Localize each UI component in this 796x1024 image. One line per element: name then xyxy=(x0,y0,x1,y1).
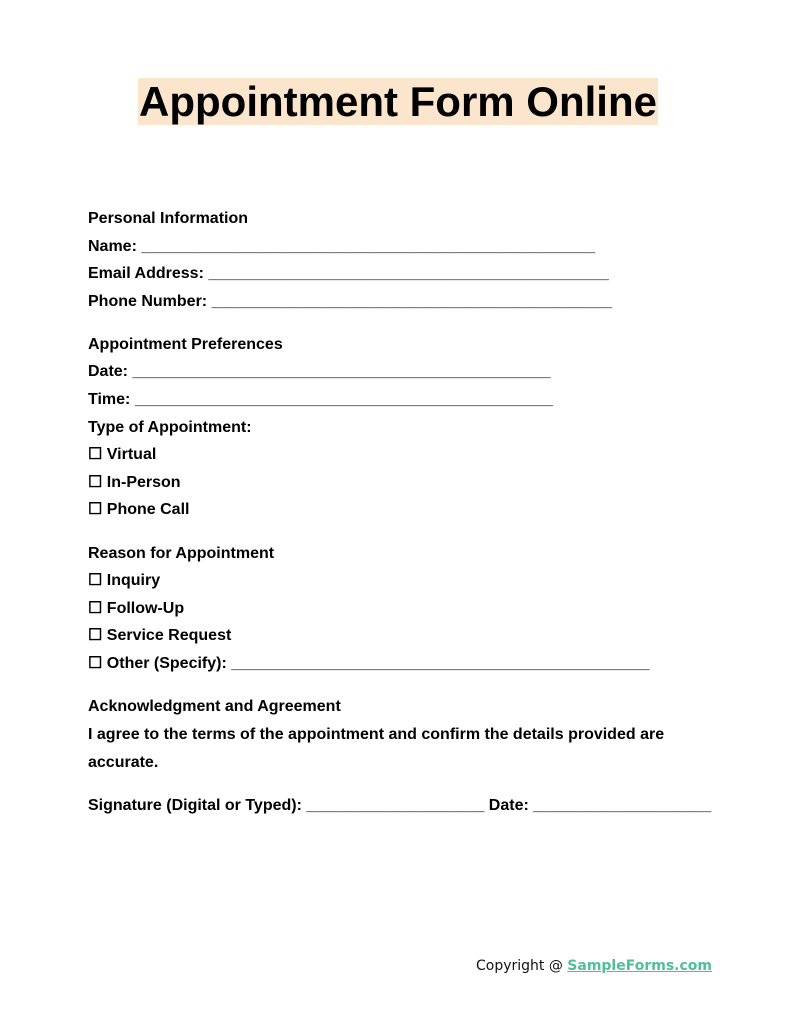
section-gap xyxy=(88,315,708,331)
agreement-section xyxy=(88,693,712,820)
checkbox-inquiry[interactable]: ☐ Inquiry xyxy=(88,572,161,590)
section-gap xyxy=(88,524,708,540)
signature-date-field[interactable]: Signature (Digital or Typed): ____________________ Date: ____________________ xyxy=(88,797,712,815)
phone-field[interactable]: Phone Number: _____________________________________________ xyxy=(88,292,612,310)
copyright-prefix: Copyright @ xyxy=(475,958,568,974)
form-body xyxy=(88,205,712,820)
section-gap xyxy=(88,678,708,694)
name-field[interactable]: Name: ___________________________________________________ xyxy=(88,237,596,255)
personal-information-heading: Personal Information xyxy=(88,210,249,227)
checkbox-phone-call[interactable]: ☐ Phone Call xyxy=(88,501,190,519)
title-container xyxy=(0,78,796,125)
time-field[interactable]: Time: _______________________________________________ xyxy=(88,391,554,409)
reason-section xyxy=(88,540,708,678)
checkbox-follow-up[interactable]: ☐ Follow-Up xyxy=(88,599,185,617)
checkbox-in-person[interactable]: ☐ In-Person xyxy=(88,473,181,491)
section-gap xyxy=(88,777,708,793)
appointment-preferences-heading: Appointment Preferences xyxy=(88,335,283,353)
date-field[interactable]: Date: _______________________________________________ xyxy=(88,363,551,381)
agreement-text: I agree to the terms of the appointment and confirm the details provided are accurate. xyxy=(88,725,665,771)
personal-information-section xyxy=(88,205,708,315)
checkbox-virtual[interactable]: ☐ Virtual xyxy=(88,446,157,464)
reason-heading: Reason for Appointment xyxy=(88,544,275,562)
checkbox-other-specify[interactable]: ☐ Other (Specify): _______________________________________________ xyxy=(88,654,650,672)
appointment-preferences-section xyxy=(88,331,708,524)
copyright-footer xyxy=(476,958,712,974)
email-field[interactable]: Email Address: _____________________________________________ xyxy=(88,265,609,283)
page-title: Appointment Form Online xyxy=(139,78,657,125)
sampleforms-link[interactable]: SampleForms.com xyxy=(567,958,712,974)
agreement-heading: Acknowledgment and Agreement xyxy=(88,698,341,715)
checkbox-service-request[interactable]: ☐ Service Request xyxy=(88,627,232,645)
type-of-appointment-label: Type of Appointment: xyxy=(88,418,252,436)
